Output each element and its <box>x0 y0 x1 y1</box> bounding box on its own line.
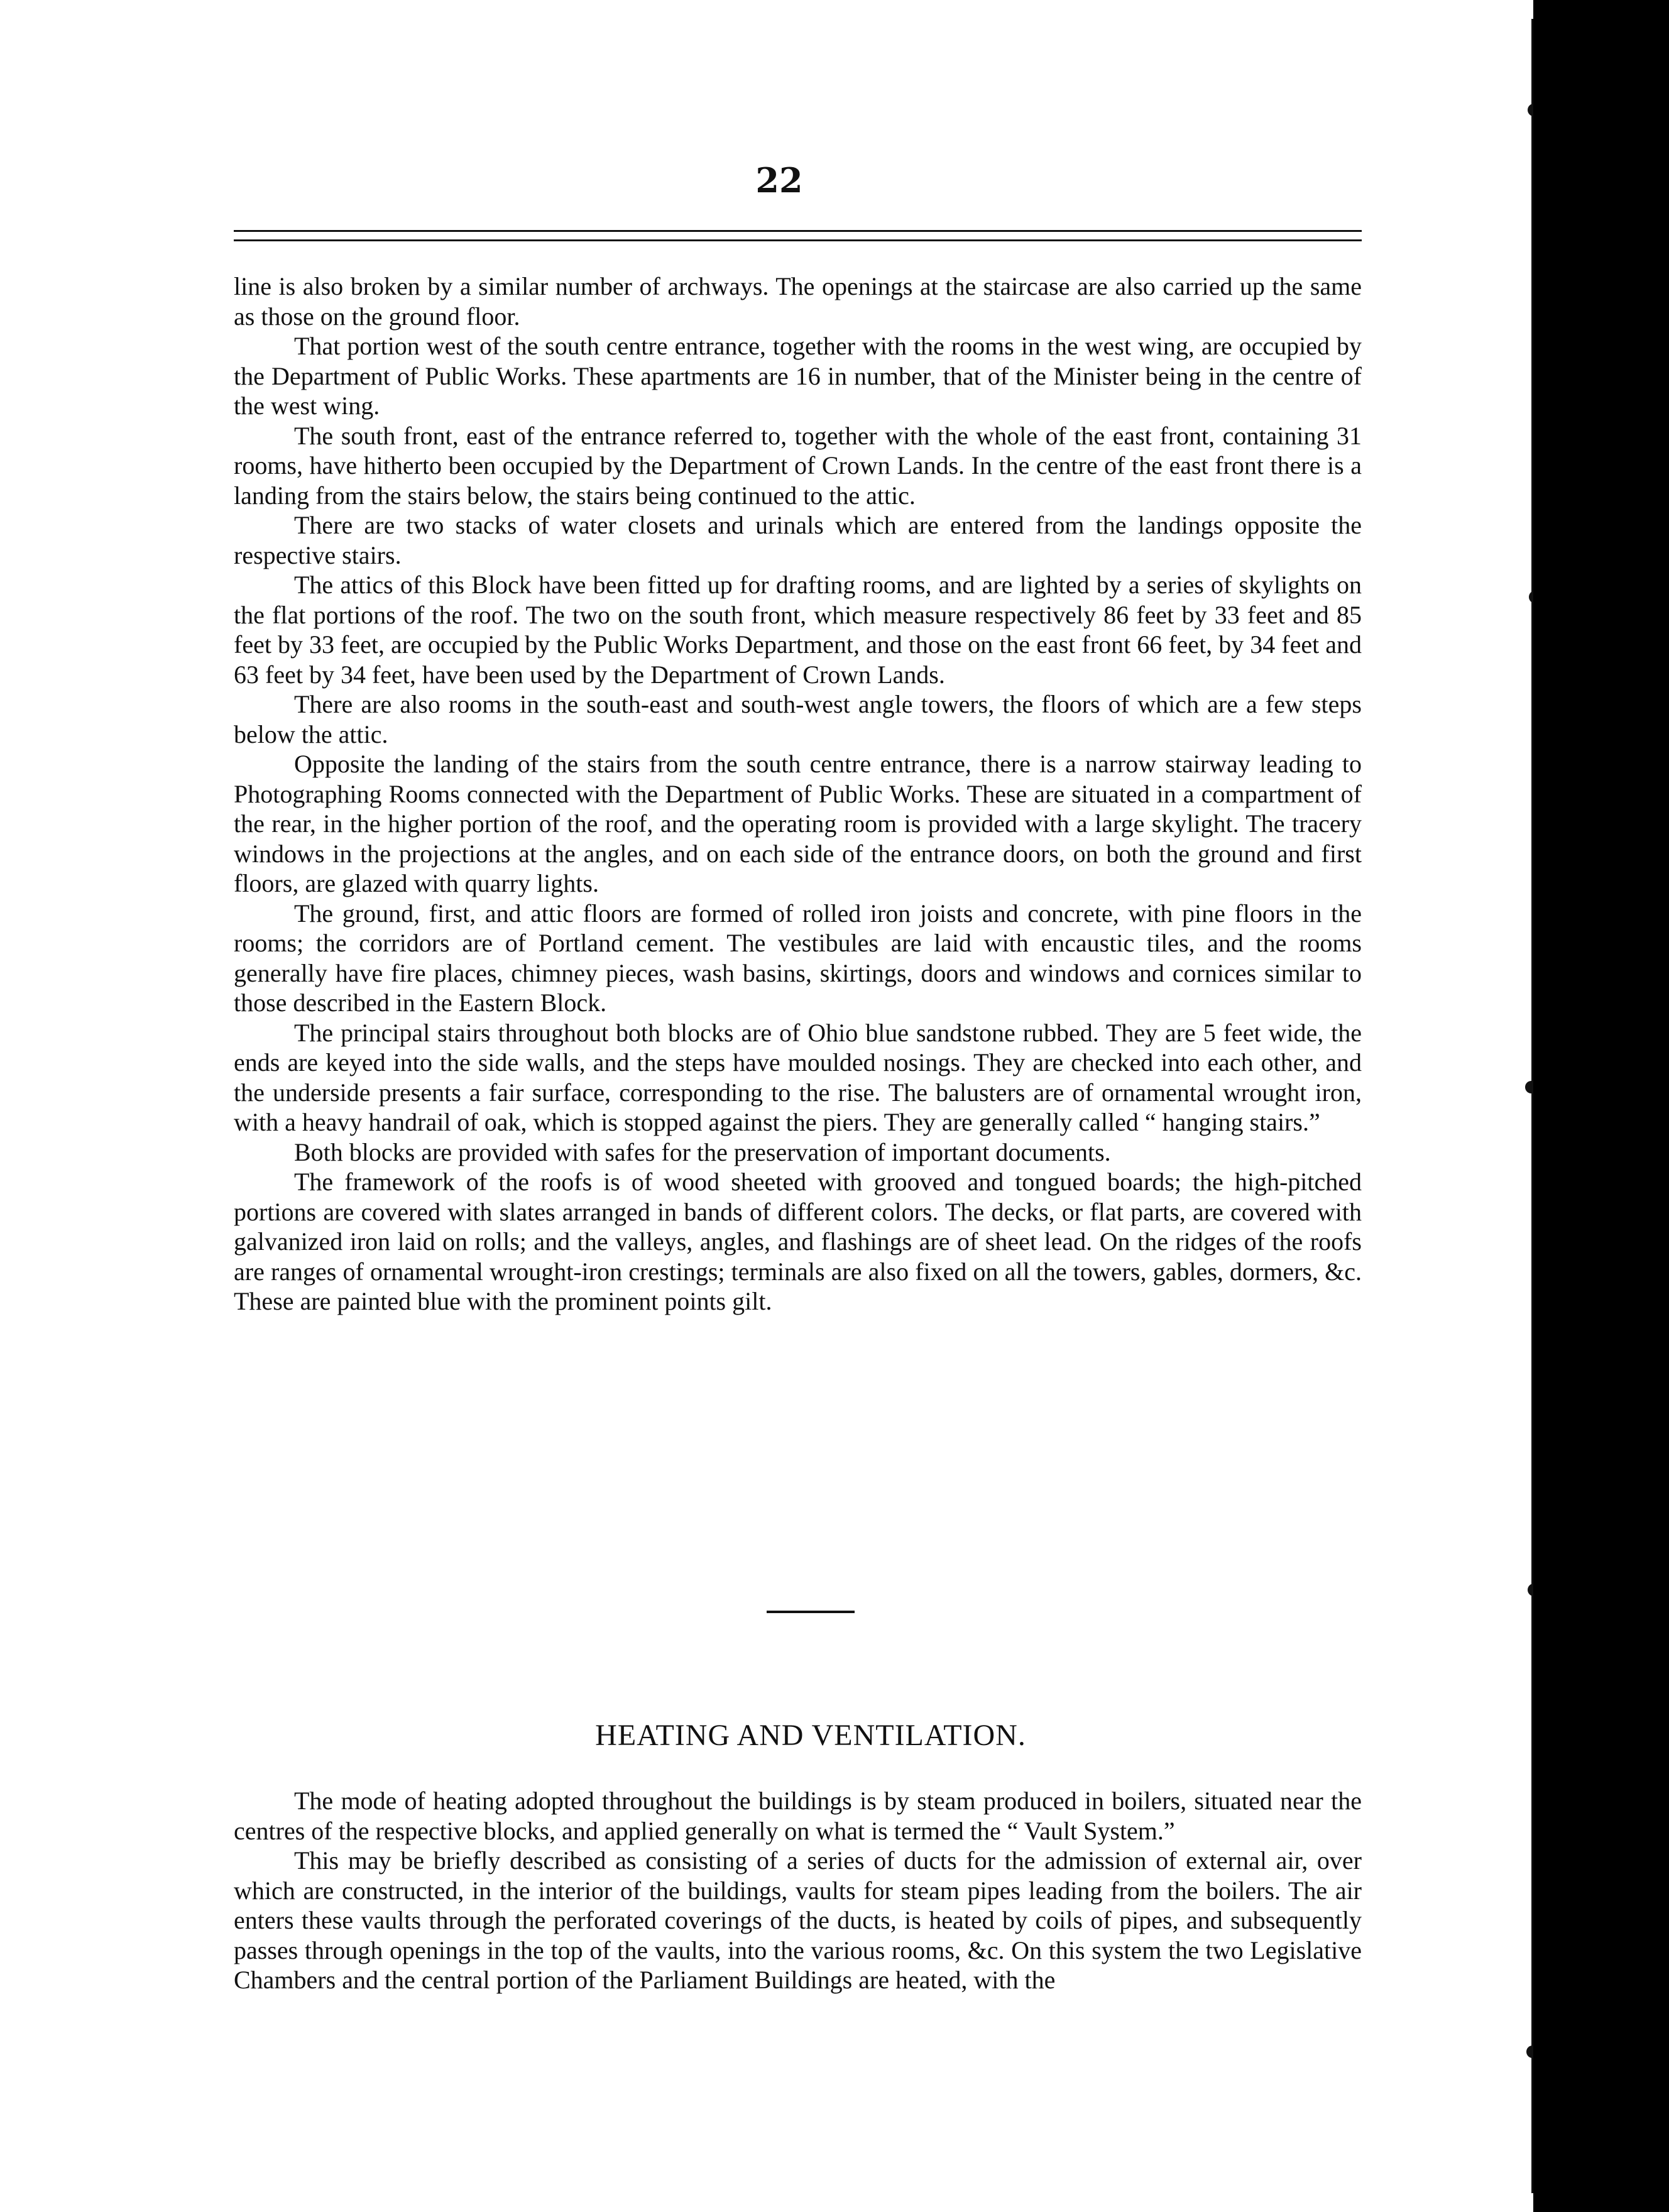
scan-speck <box>1526 2045 1533 2058</box>
paragraph: This may be briefly described as consisting of a series of ducts for the admission of external air, over which are constructed, in the interior of the buildings, vaults for steam pipes leading from the boilers. The air enters these vaults through the perforated coverings of the ducts, is heated by coils of pipes, and subsequently passes through openings in the top of the vaults, into the various rooms, &c. On this system the two Legislative Chambers and the central portion of the Parliament Buildings are heated, with the <box>234 1846 1362 1994</box>
section-text <box>234 1786 1362 1995</box>
paragraph: There are two stacks of water closets and urinals which are entered from the landings opposite the respective stairs. <box>234 511 1362 569</box>
scan-speck <box>1528 104 1533 116</box>
paragraph: The framework of the roofs is of wood sheeted with grooved and tongued boards; the high-pitched portions are covered with slates arranged in bands of different colors. The decks, or flat parts, are covered with galvanized iron laid on rolls; and the valleys, angles, and flashings are of sheet lead. On the ridges of the roofs are ranges of ornamental wrought-iron crestings; terminals are also fixed on all the towers, gables, dormers, &c. These are painted blue with the prominent points gilt. <box>234 1168 1362 1315</box>
section-divider-rule <box>767 1611 855 1613</box>
paragraph: There are also rooms in the south-east and south-west angle towers, the floors of which are a few steps below the attic. <box>234 690 1362 748</box>
paragraph: The attics of this Block have been fitted up for drafting rooms, and are lighted by a series of skylights on the flat portions of the roof. The two on the south front, which measure respectively 86 feet by 33 feet and 85 feet by 33 feet, are occupied by the Public Works Department, and those on the east front 66 feet, by 34 feet and 63 feet by 34 feet, have been used by the Department of Crown Lands. <box>234 571 1362 689</box>
paragraph: Opposite the landing of the stairs from the south centre entrance, there is a narrow stairway leading to Photographing Rooms connected with the Department of Public Works. These are situated in a compartment of the rear, in the higher portion of the roof, and the operating room is provided with a large skylight. The tracery windows in the projections at the angles, and on each side of the entrance doors, on both the ground and first floors, are glazed with quarry lights. <box>234 750 1362 897</box>
body-text <box>234 271 1362 1317</box>
paragraph: The ground, first, and attic floors are formed of rolled iron joists and concrete, with pine floors in the rooms; the corridors are of Portland cement. The vestibules are laid with encaustic tiles, and the rooms generally have fire places, chimney pieces, wash basins, skirtings, doors and windows and cornices similar to those described in the Eastern Block. <box>234 899 1362 1017</box>
scan-edge-marks <box>1511 0 1533 2212</box>
paragraph: That portion west of the south centre entrance, together with the rooms in the west wing, are occupied by the Department of Public Works. These apartments are 16 in number, that of the Minister being in the centre of the west wing. <box>234 332 1362 420</box>
scan-speck <box>1525 1081 1533 1093</box>
header-double-rule <box>234 230 1362 241</box>
paragraph: The principal stairs throughout both blocks are of Ohio blue sandstone rubbed. They are 5 feet wide, the ends are keyed into the side walls, and the steps have moulded nosings. They are checked into each other, and the underside presents a fair surface, corresponding to the rise. The balusters are of ornamental wrought iron, with a heavy handrail of oak, which is stopped against the piers. They are generally called “ hanging stairs.” <box>234 1018 1362 1136</box>
page-number: 22 <box>755 160 803 200</box>
paragraph: line is also broken by a similar number of archways. The openings at the staircase are also carried up the same as those on the ground floor. <box>234 272 1362 331</box>
scan-edge-line <box>1531 19 1533 2193</box>
paragraph: The mode of heating adopted throughout the buildings is by steam produced in boilers, situated near the centres of the respective blocks, and applied generally on what is termed the “ Vault System.” <box>234 1787 1362 1845</box>
paragraph: The south front, east of the entrance referred to, together with the whole of the east front, containing 31 rooms, have hitherto been occupied by the Department of Crown Lands. In the centre of the east front there is a landing from the stairs below, the stairs being continued to the attic. <box>234 421 1362 510</box>
scan-speck <box>1529 591 1533 603</box>
scan-speck <box>1528 1584 1533 1596</box>
section-heading: HEATING AND VENTILATION. <box>595 1719 1026 1752</box>
paragraph: Both blocks are provided with safes for the preservation of important documents. <box>294 1137 1111 1166</box>
